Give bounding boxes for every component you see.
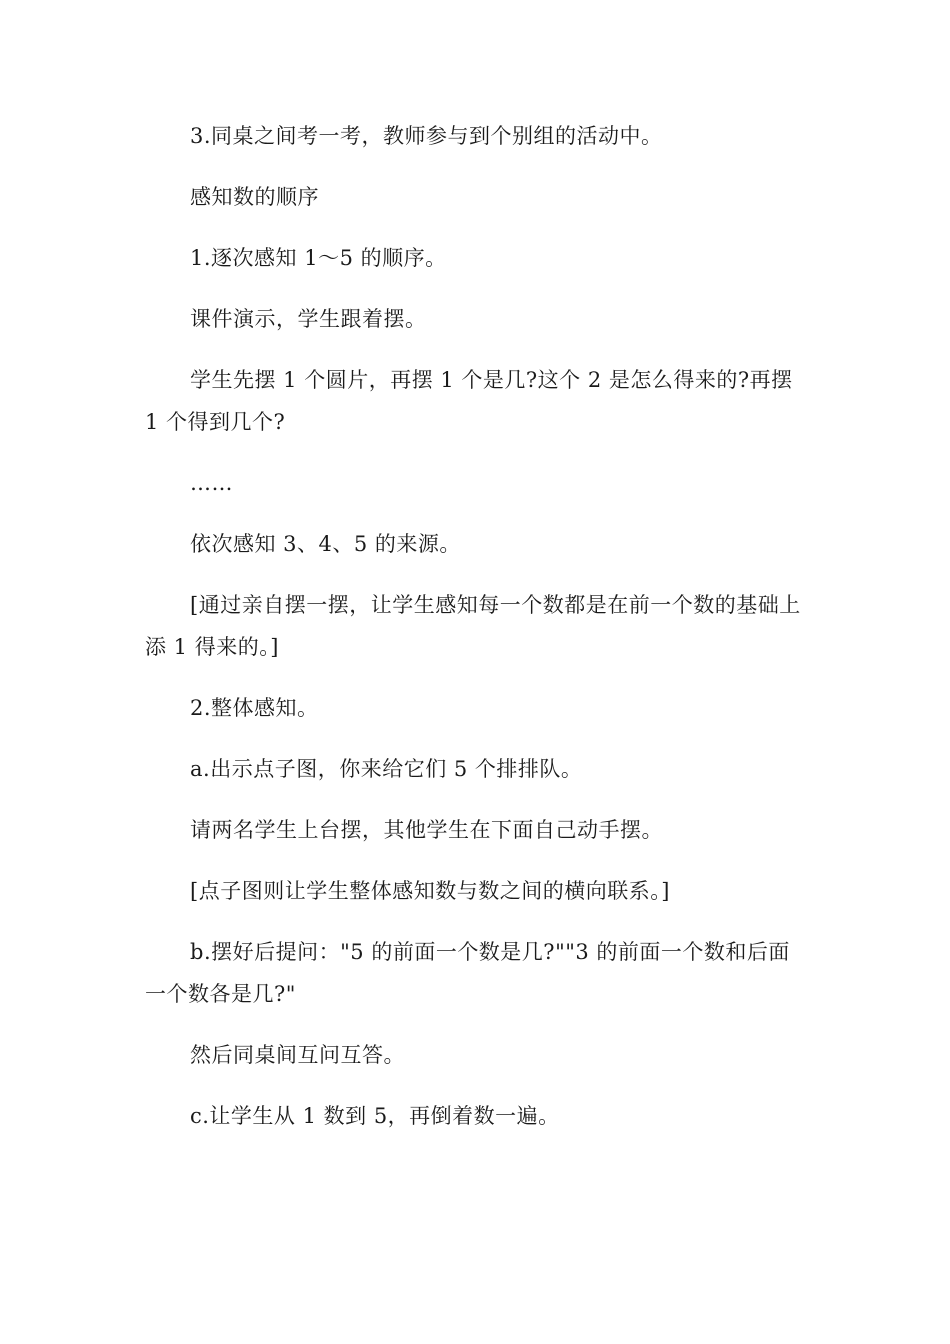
paragraph: 3.同桌之间考一考，教师参与到个别组的活动中。 [190, 124, 663, 148]
ellipsis-paragraph: …… [190, 471, 233, 495]
paragraph: 然后同桌间互问互答。 [190, 1043, 405, 1067]
section-heading: 感知数的顺序 [190, 185, 319, 209]
paragraph: b.摆好后提问："5 的前面一个数是几?""3 的前面一个数和后面一个数各是几?" [145, 940, 790, 1006]
paragraph: c.让学生从 1 数到 5，再倒着数一遍。 [190, 1104, 560, 1128]
paragraph: 请两名学生上台摆，其他学生在下面自己动手摆。 [190, 818, 663, 842]
paragraph: 1.逐次感知 1～5 的顺序。 [190, 246, 447, 270]
note-paragraph: [通过亲自摆一摆，让学生感知每一个数都是在前一个数的基础上添 1 得来的。] [145, 593, 801, 659]
paragraph: 依次感知 3、4、5 的来源。 [190, 532, 461, 556]
paragraph: 学生先摆 1 个圆片，再摆 1 个是几?这个 2 是怎么得来的?再摆 1 个得到几个? [145, 368, 793, 434]
paragraph: a.出示点子图，你来给它们 5 个排排队。 [190, 757, 583, 781]
document-body [145, 115, 807, 1156]
note-paragraph: [点子图则让学生整体感知数与数之间的横向联系。] [190, 879, 670, 903]
paragraph: 课件演示，学生跟着摆。 [190, 307, 427, 331]
paragraph: 2.整体感知。 [190, 696, 319, 720]
